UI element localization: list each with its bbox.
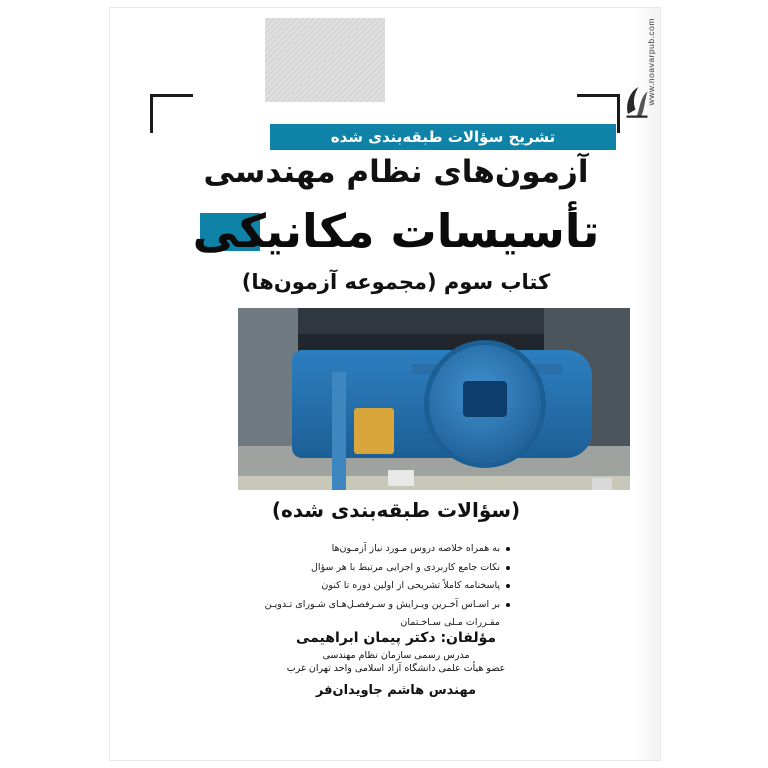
photo-boiler-pipe-1	[332, 372, 346, 490]
author-primary: مؤلفان: دکتر پیمان ابراهیمی	[295, 630, 497, 646]
corner-bracket-top-left	[150, 94, 193, 133]
cover-subtitle: کتاب سوم (مجموعه آزمون‌ها)	[241, 270, 551, 294]
publisher-url-label: www.noavarpub.com	[646, 18, 656, 106]
photo-boiler-label-1	[388, 470, 414, 486]
cover-title-series: آزمون‌های نظام مهندسی	[203, 154, 589, 190]
photo-boiler-front-door	[424, 340, 546, 468]
book-cover	[110, 8, 660, 760]
publisher-logo-icon	[622, 84, 652, 120]
author-secondary: مهندس هاشم جاویدان‌فر	[315, 683, 477, 698]
cover-photograph	[238, 308, 630, 490]
photo-boiler-hatch	[354, 408, 394, 454]
list-item: نکات جامع کاربردی و اجرایی مرتبط با هر سؤال	[260, 559, 510, 578]
cover-title-main: تأسیسات مکانیکی	[192, 204, 600, 258]
cover-texture-block	[265, 18, 385, 102]
ribbon-text: تشریح سؤالات طبقه‌بندی شده	[330, 128, 556, 146]
list-item: پاسخنامه کاملاً تشریحی از اولین دوره تا کنون	[260, 577, 510, 596]
cover-authors-block	[176, 630, 616, 698]
list-item: به همراه خلاصه دروس مـورد نیاز آزمـون‌ها	[260, 540, 510, 559]
cover-section-title: (سؤالات طبقه‌بندی شده)	[271, 498, 521, 522]
cover-feature-list	[260, 540, 510, 633]
photo-wall-left	[238, 308, 298, 448]
author-credential-1: مدرس رسمی سازمان نظام مهندسی	[322, 650, 470, 661]
list-item: بر اسـاس آخـرین ویـرایش و سـرفصـل‌هـای شـورای تـدویـن مقـررات مـلی سـاخـتمان	[260, 596, 510, 633]
ribbon-banner	[270, 124, 616, 150]
photo-boiler-label-2	[592, 478, 612, 490]
cover-spine-strip	[634, 8, 660, 760]
photo-floor-strip	[238, 476, 630, 490]
author-credential-2: عضو هیأت علمی دانشگاه آزاد اسلامی واحد تهران غرب	[286, 663, 506, 674]
